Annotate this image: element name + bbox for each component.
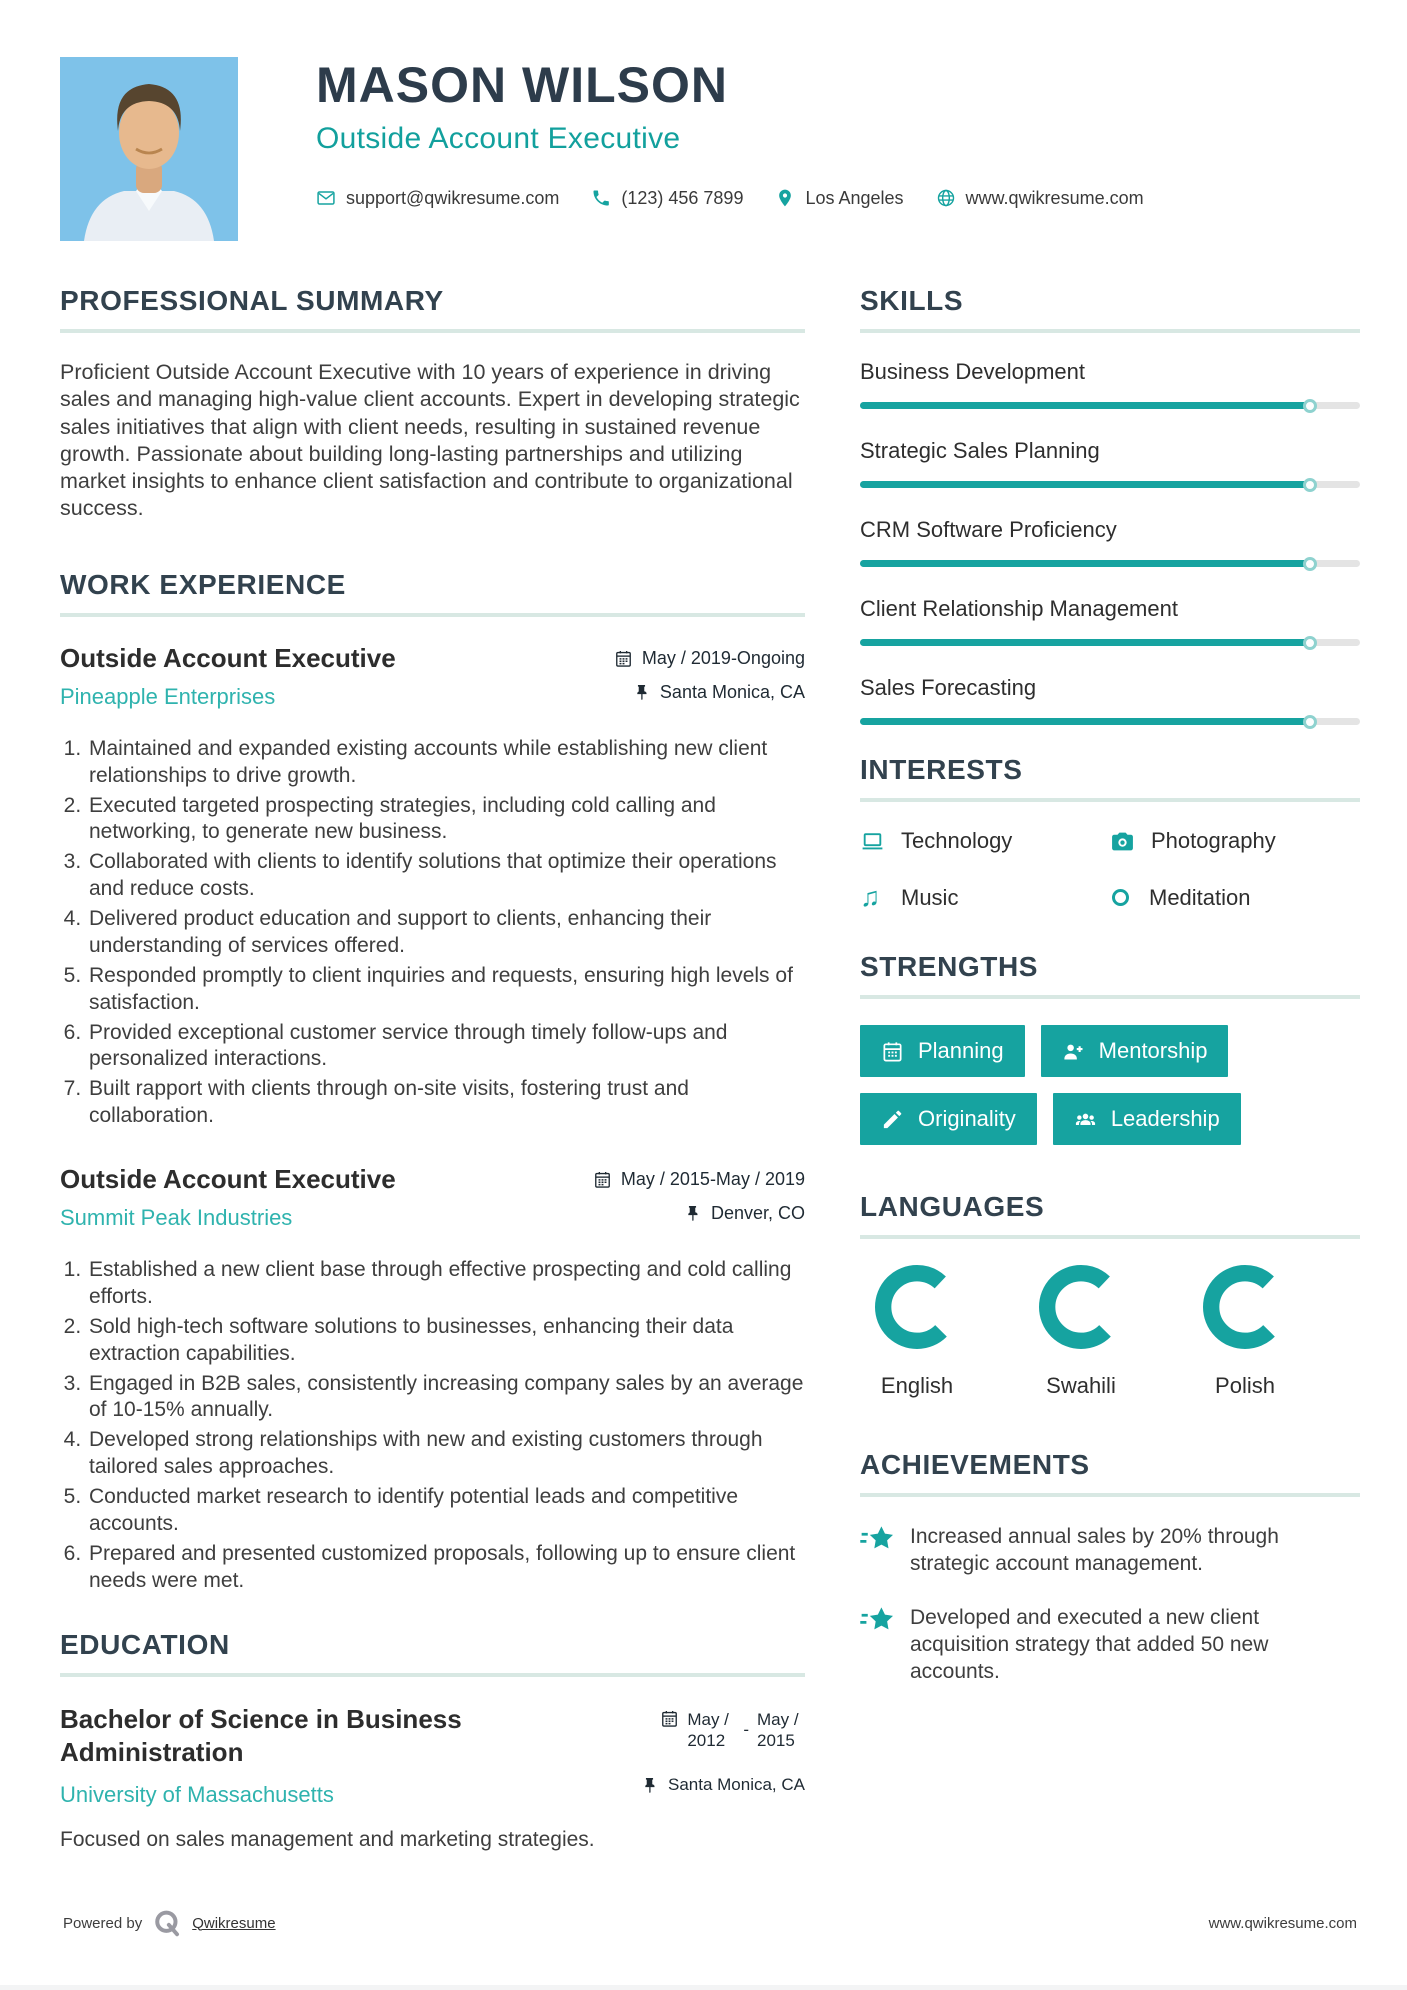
- strength-label: Leadership: [1110, 1106, 1220, 1131]
- languages-heading: LANGUAGES: [860, 1191, 1045, 1222]
- education-section: [60, 1629, 805, 1853]
- job-header: [60, 643, 805, 716]
- section-underline: [860, 1493, 1360, 1497]
- job-dates: [614, 648, 805, 669]
- pencil-icon: [881, 1108, 904, 1131]
- achievement-text: Increased annual sales by 20% through strategic account management.: [910, 1525, 1279, 1576]
- work-experience-section: [60, 569, 805, 1595]
- skill-label: Sales Forecasting: [860, 675, 1037, 700]
- qwikresume-logo: [152, 1908, 182, 1938]
- education-school: University of Massachusetts: [60, 1782, 334, 1808]
- globe-icon: [936, 188, 956, 208]
- powered-by-label: Powered by: [63, 1914, 143, 1932]
- language-ring: [1039, 1265, 1123, 1349]
- language-ring: [875, 1265, 959, 1349]
- skill-slider-knob: [1303, 557, 1317, 571]
- contact-website[interactable]: [936, 188, 1144, 209]
- interests-heading: INTERESTS: [860, 754, 1023, 785]
- job-entry: [60, 643, 805, 1130]
- section-underline: [60, 1673, 805, 1677]
- skills-heading: SKILLS: [860, 285, 964, 316]
- powered-by-group: [63, 1908, 276, 1938]
- skill-slider-track: [860, 402, 1360, 409]
- job-location-text: Denver, CO: [710, 1203, 805, 1224]
- education-degree: Bachelor of Science in Business Administration: [60, 1703, 462, 1768]
- skills-section: [860, 285, 1360, 725]
- location-pin-icon: [775, 188, 795, 208]
- phone-icon: [591, 188, 611, 208]
- footer: [63, 1908, 1357, 1938]
- contact-email[interactable]: [316, 188, 559, 209]
- job-bullets: [60, 1257, 805, 1595]
- job-bullet: 1. Maintained and expanded existing accounts while establishing new client relationships to drive growth.: [87, 736, 805, 790]
- music-note-icon: ♫: [860, 882, 881, 912]
- achievements-heading: ACHIEVEMENTS: [860, 1449, 1090, 1480]
- strength-badge: [1053, 1093, 1241, 1145]
- job-bullet: 6. Prepared and presented customized proposals, following up to ensure client needs were met.: [87, 1541, 805, 1595]
- resume-body: [0, 285, 1407, 1873]
- strength-badge: [860, 1093, 1037, 1145]
- skill-slider-fill: [860, 481, 1310, 488]
- skill-row: [860, 675, 1360, 725]
- contact-website-text: www.qwikresume.com: [965, 187, 1144, 208]
- education-heading: EDUCATION: [60, 1628, 230, 1660]
- camera-icon: [1110, 829, 1135, 854]
- person-title: Outside Account Executive: [316, 121, 681, 155]
- page-bottom-strip: [0, 1985, 1407, 1990]
- person-name: MASON WILSON: [316, 57, 728, 113]
- interests-grid: [860, 828, 1360, 911]
- skill-slider-track: [860, 481, 1360, 488]
- achievement-item: [860, 1604, 1360, 1686]
- strength-label: Planning: [918, 1038, 1004, 1063]
- education-note: Focused on sales management and marketing strategies.: [60, 1828, 595, 1852]
- contact-location: [775, 188, 903, 209]
- header-info: [316, 57, 1144, 241]
- skill-slider-fill: [860, 402, 1310, 409]
- job-dates: [593, 1169, 805, 1190]
- meditation-circle-icon: [1112, 889, 1129, 906]
- section-underline: [860, 798, 1360, 802]
- skill-slider-track: [860, 718, 1360, 725]
- star-icon: [860, 1604, 896, 1686]
- strength-badge: [860, 1025, 1025, 1077]
- job-bullet: 2. Sold high-tech software solutions to businesses, enhancing their data extraction capabilities.: [87, 1314, 805, 1368]
- section-underline: [860, 329, 1360, 333]
- interest-item: [1110, 828, 1360, 854]
- footer-website: www.qwikresume.com: [1208, 1914, 1357, 1932]
- job-bullet: 4. Delivered product education and support to clients, enhancing their understanding of services offered.: [87, 906, 805, 960]
- skill-slider-track: [860, 560, 1360, 567]
- section-underline: [860, 1235, 1360, 1239]
- job-dates-text: May / 2019-Ongoing: [641, 647, 805, 668]
- job-bullet: 3. Engaged in B2B sales, consistently increasing company sales by an average of 10-15% annually.: [87, 1371, 805, 1425]
- language-item: [1028, 1265, 1134, 1399]
- resume-header: [0, 0, 1407, 241]
- language-label: Swahili: [1046, 1373, 1116, 1398]
- interest-label: Meditation: [1149, 884, 1251, 910]
- calendar-icon: [593, 1170, 612, 1189]
- skill-slider-fill: [860, 560, 1310, 567]
- skill-slider-track: [860, 639, 1360, 646]
- pushpin-icon: [632, 683, 651, 702]
- skill-row: [860, 517, 1360, 567]
- language-label: Polish: [1215, 1373, 1275, 1398]
- education-meta: [640, 1703, 805, 1809]
- right-column: [860, 285, 1360, 1711]
- laptop-icon: [860, 829, 885, 854]
- job-bullet: 5. Responded promptly to client inquiries and requests, ensuring high levels of satisfaction.: [87, 963, 805, 1017]
- job-meta: [614, 643, 805, 716]
- language-item: [864, 1265, 970, 1399]
- achievement-text: Developed and executed a new client acquisition strategy that added 50 new accounts.: [910, 1605, 1269, 1684]
- job-location: [614, 682, 805, 703]
- education-start-date: May / 2012: [687, 1709, 729, 1750]
- pushpin-icon: [683, 1204, 702, 1223]
- skill-slider-fill: [860, 639, 1310, 646]
- job-bullet: 6. Provided exceptional customer service through timely follow-ups and personalized interactions.: [87, 1020, 805, 1074]
- calendar-icon: [881, 1040, 904, 1063]
- calendar-icon: [660, 1709, 679, 1752]
- strength-label: Originality: [918, 1106, 1016, 1131]
- education-end-date: May / 2015: [757, 1709, 799, 1750]
- job-bullet: 5. Conducted market research to identify potential leads and competitive accounts.: [87, 1484, 805, 1538]
- summary-section: [60, 285, 805, 523]
- education-location: [640, 1775, 805, 1795]
- calendar-icon: [614, 649, 633, 668]
- interest-label: Music: [901, 884, 959, 910]
- skill-row: [860, 438, 1360, 488]
- skill-label: Business Development: [860, 359, 1086, 384]
- section-underline: [60, 329, 805, 333]
- job-bullets: [60, 736, 805, 1130]
- interest-label: Technology: [901, 828, 1013, 853]
- job-title-block: [60, 643, 396, 716]
- language-label: English: [880, 1373, 954, 1398]
- interest-label: Photography: [1151, 828, 1276, 853]
- education-degree-block: [60, 1703, 530, 1809]
- languages-row: [860, 1265, 1360, 1399]
- interest-item: [860, 828, 1110, 854]
- skill-label: Client Relationship Management: [860, 596, 1178, 621]
- work-experience-heading: WORK EXPERIENCE: [60, 568, 346, 600]
- education-date-separator: -: [743, 1720, 749, 1740]
- education-dates: [640, 1709, 805, 1752]
- strengths-heading: STRENGTHS: [860, 951, 1039, 982]
- skill-row: [860, 596, 1360, 646]
- skill-slider-knob: [1303, 636, 1317, 650]
- envelope-icon: [316, 188, 336, 208]
- job-location-text: Santa Monica, CA: [659, 681, 805, 702]
- profile-photo-illustration: [60, 57, 238, 241]
- job-meta: [593, 1164, 805, 1237]
- achievements-section: [860, 1449, 1360, 1685]
- skill-label: Strategic Sales Planning: [860, 438, 1100, 463]
- job-company: Pineapple Enterprises: [60, 683, 276, 709]
- job-bullet: 3. Collaborated with clients to identify solutions that optimize their operations and reduce costs.: [87, 849, 805, 903]
- languages-section: [860, 1191, 1360, 1399]
- pushpin-icon: [640, 1776, 659, 1795]
- users-icon: [1074, 1108, 1097, 1131]
- section-underline: [860, 995, 1360, 999]
- education-location-text: Santa Monica, CA: [667, 1775, 805, 1795]
- person-plus-icon: [1062, 1040, 1085, 1063]
- strength-badge: [1041, 1025, 1229, 1077]
- job-bullet: 4. Developed strong relationships with new and existing customers through tailored sales approaches.: [87, 1427, 805, 1481]
- profile-photo: [60, 57, 238, 241]
- language-ring: [1203, 1265, 1287, 1349]
- job-bullet: 2. Executed targeted prospecting strategies, including cold calling and networking, to generate new business.: [87, 793, 805, 847]
- job-bullet: 7. Built rapport with clients through on-site visits, fostering trust and collaboration.: [87, 1076, 805, 1130]
- education-header: [60, 1703, 805, 1809]
- strength-label: Mentorship: [1098, 1038, 1208, 1063]
- skill-row: [860, 359, 1360, 409]
- skill-slider-knob: [1303, 478, 1317, 492]
- job-dates-text: May / 2015-May / 2019: [620, 1169, 805, 1190]
- star-icon: [860, 1523, 896, 1578]
- strengths-section: [860, 951, 1360, 1145]
- skill-slider-knob: [1303, 399, 1317, 413]
- section-underline: [60, 613, 805, 617]
- achievement-item: [860, 1523, 1360, 1578]
- contact-phone: [591, 188, 743, 209]
- job-title: Outside Account Executive: [60, 1164, 396, 1195]
- contact-row: [316, 188, 1144, 209]
- interest-item: [860, 884, 1110, 911]
- job-bullet: 1. Established a new client base through effective prospecting and cold calling efforts.: [87, 1257, 805, 1311]
- contact-location-text: Los Angeles: [805, 187, 904, 208]
- contact-phone-text: (123) 456 7899: [621, 187, 744, 208]
- job-entry: [60, 1164, 805, 1595]
- interests-section: [860, 754, 1360, 911]
- strengths-badges: [860, 1025, 1360, 1145]
- contact-email-text: support@qwikresume.com: [346, 187, 560, 208]
- summary-text: Proficient Outside Account Executive with 10 years of experience in driving sales and managing high-value client accounts. Expert in developing strategic sales initiatives that align with client needs, resulting in sustained revenue growth. Passionate about building long-lasting partnerships and utilizing market insights to enhance client satisfaction and contribute to organizational success.: [60, 360, 800, 521]
- job-header: [60, 1164, 805, 1237]
- skill-slider-fill: [860, 718, 1310, 725]
- job-company: Summit Peak Industries: [60, 1205, 293, 1231]
- interest-item: [1110, 884, 1360, 911]
- left-column: [60, 285, 805, 1873]
- language-item: [1192, 1265, 1298, 1399]
- brand-link[interactable]: Qwikresume: [192, 1914, 276, 1932]
- job-title-block: [60, 1164, 396, 1237]
- job-title: Outside Account Executive: [60, 642, 396, 673]
- summary-heading: PROFESSIONAL SUMMARY: [60, 285, 444, 316]
- skill-slider-knob: [1303, 715, 1317, 729]
- skill-label: CRM Software Proficiency: [860, 517, 1117, 542]
- job-location: [593, 1203, 805, 1224]
